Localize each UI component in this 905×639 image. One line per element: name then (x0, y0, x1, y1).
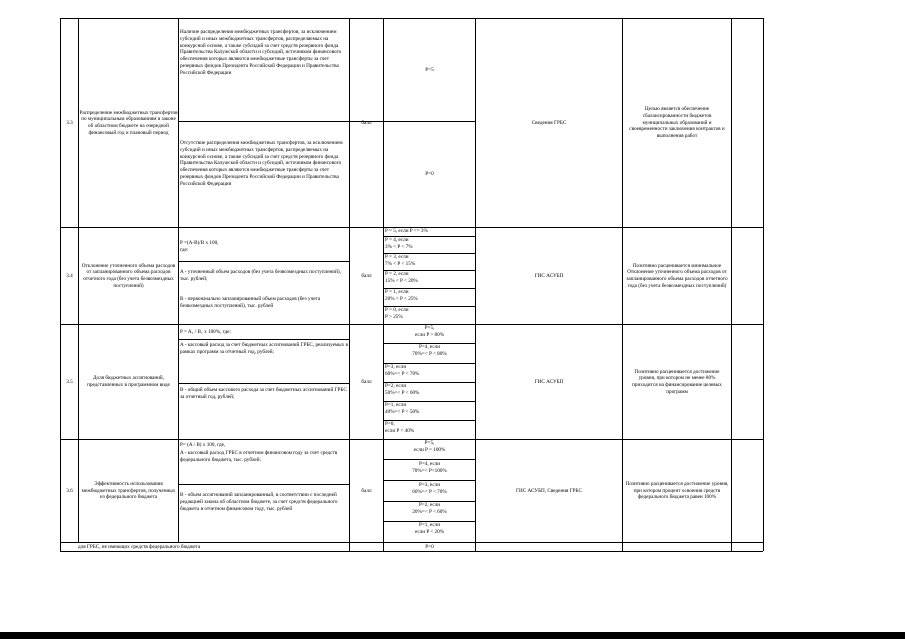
unit-label: балл (361, 487, 372, 494)
formula-text: A - уточненный объем расходов (без учета безвозмездных поступлений), тыс. рублей; (180, 269, 341, 282)
comment-text: Позитивно расценивается достижение уровня, при котором процент освоения средств федерального бюджета равен 100% (625, 480, 729, 501)
data-source: Сведения ГРБС (531, 119, 567, 126)
grid-line (622, 18, 623, 551)
score-value: P=1, если если P < 20% (414, 522, 445, 535)
indicator-name: Доля бюджетных ассигнований, представленных в программном виде (87, 375, 170, 388)
unit-label: балл (361, 272, 372, 279)
grid-line (178, 18, 179, 542)
score-value: P=0, если P < 40% (385, 421, 415, 434)
formula-text: A - кассовый расход за счет бюджетных ассигнований ГРБС, реализуемых в рамках программ за отчетный год, рублей; (180, 342, 348, 355)
formula-text: A - кассовый расход ГРБС в отчетном финансовом году за счет средств федерального бюджета, тыс. рублей; (180, 450, 338, 463)
formula-text: P =(A-B)/B x 100, где: (180, 240, 219, 253)
grid-line (731, 18, 732, 551)
data-source: ГИС АСУБП (534, 378, 564, 385)
score-value: P=3, если 60%=< P < 70% (412, 482, 447, 495)
footer-text: для ГРБС, не имеющих средств федерального бюджета (78, 543, 201, 550)
indicator-name: Эффективность использования межбюджетных трансфертов, полученных из федерального бюджета (81, 480, 176, 501)
score-value: P = 1, если 20% < P < 25% (385, 289, 418, 302)
score-value: P=5, если P = 100% (413, 440, 446, 453)
formula-text: P = A₁ / B₁ x 100%, где: (180, 328, 231, 335)
comment-text: Целью является обеспечение сбалансированности бюджетов муниципальных образований и своевременности заключения контрактов и выполнения работ (629, 106, 725, 140)
score-value: P=5, если P > 80% (414, 325, 445, 338)
grid-line (383, 480, 475, 481)
data-source: ГИС АСУБП, Сведения ГРБС (516, 487, 582, 494)
score-value: P=4, если 70%=< P < 80% (412, 344, 447, 357)
score-value: P = 3, если 7% < P < 15% (385, 254, 416, 267)
formula-text: B - объем ассигнований запланированный, в соответствии с последней редакцией закона об областном бюджете, за счет средств федерального бюджета в отчетном финансовом году, тыс. рублей (180, 492, 338, 512)
score-value: P=5 (425, 66, 434, 73)
row-number: 3.6 (66, 487, 73, 494)
score-value: P = 5, если P <= 3% (385, 228, 428, 234)
grid-line (763, 18, 764, 551)
data-source: ГИС АСУБП (534, 272, 564, 279)
unit-label: балл (361, 378, 372, 385)
row-number: 3.3 (66, 119, 73, 126)
indicator-name: Отклонение уточненного объема расходов от запланированного объема расходов отчетного года (без учета безвозмездных поступлений) (81, 262, 176, 289)
grid-line (178, 383, 349, 384)
comment-text: Позитивно расценивается минимальное Отклонение уточненного объема расходов от запланированного объема расходов отчетного года (без учета безвозмездных поступлений) (626, 262, 728, 289)
footer-score: P=0 (425, 543, 434, 550)
score-value: P=1, если 40%=< P < 50% (385, 402, 420, 415)
score-value: P = 0, если P > 25% (385, 307, 409, 320)
score-value: P = 2, если 15% < P < 20% (385, 271, 418, 284)
score-value: P=2, если 50%=< P < 60% (385, 383, 420, 396)
score-value: P = 4, если 3% < P < 7% (385, 237, 413, 250)
comment-text: Позитивно расценивается достижение уровня, при котором не менее 80% приходится на финансирование целевых программ (632, 368, 722, 395)
formula-text: Отсутствие распределения межбюджетных трансфертов, за исключением субсидий и иных межбюджетных трансфертов, распределяемых на конкурсной основе, а также субсидий за счет средств резервного фонда Правительства Калужской области и субсидий, источником финансового обеспечения которых являются межбюджетные трансферты за счет резервных фондов Президента Российской Федерации и Правительства Российской Федерации (180, 140, 343, 187)
scan-edge (0, 632, 905, 639)
row-number: 3.5 (66, 378, 73, 385)
grid-line (383, 459, 475, 460)
formula-text: B - общий объем кассового расхода за счет бюджетных ассигнований ГРБС за отчетный год, рублей; (180, 387, 347, 400)
score-value: P=2, если 20%=< P < 60% (412, 502, 447, 515)
formula-text: B - первоначально запланированный объем расходов (без учета безвозмездных поступлений), тыс. рублей (180, 296, 321, 309)
grid-line (60, 551, 763, 552)
score-value: P=4, если 70%=< P<100% (412, 461, 447, 474)
indicator-name: Распределение межбюджетных трансфертов по муниципальным образованиям в законе об областном бюджете на очередной финансовый год и плановый период (79, 109, 178, 136)
unit-label: балл (361, 119, 372, 126)
grid-line (178, 339, 349, 340)
formula-text: P= (A / B) x 100, где, (180, 442, 226, 448)
row-number: 3.4 (66, 272, 73, 279)
score-value: P=3, если 60%=< P < 70% (385, 364, 420, 377)
score-value: P=0 (425, 171, 434, 178)
formula-text: Наличие распределения межбюджетных трансфертов, за исключением субсидий и иных межбюджетных трансфертов, распределяемых на конкурсной основе, а также субсидий за счет средств резервного фонда Правительства Калужской области и субсидий, источником финансового обеспечения которых являются межбюджетные трансферты за счет резервных фондов Президента Российской Федерации и Правительства Российской Федерации (180, 29, 342, 76)
grid-line (178, 261, 349, 262)
grid-line (178, 484, 349, 485)
